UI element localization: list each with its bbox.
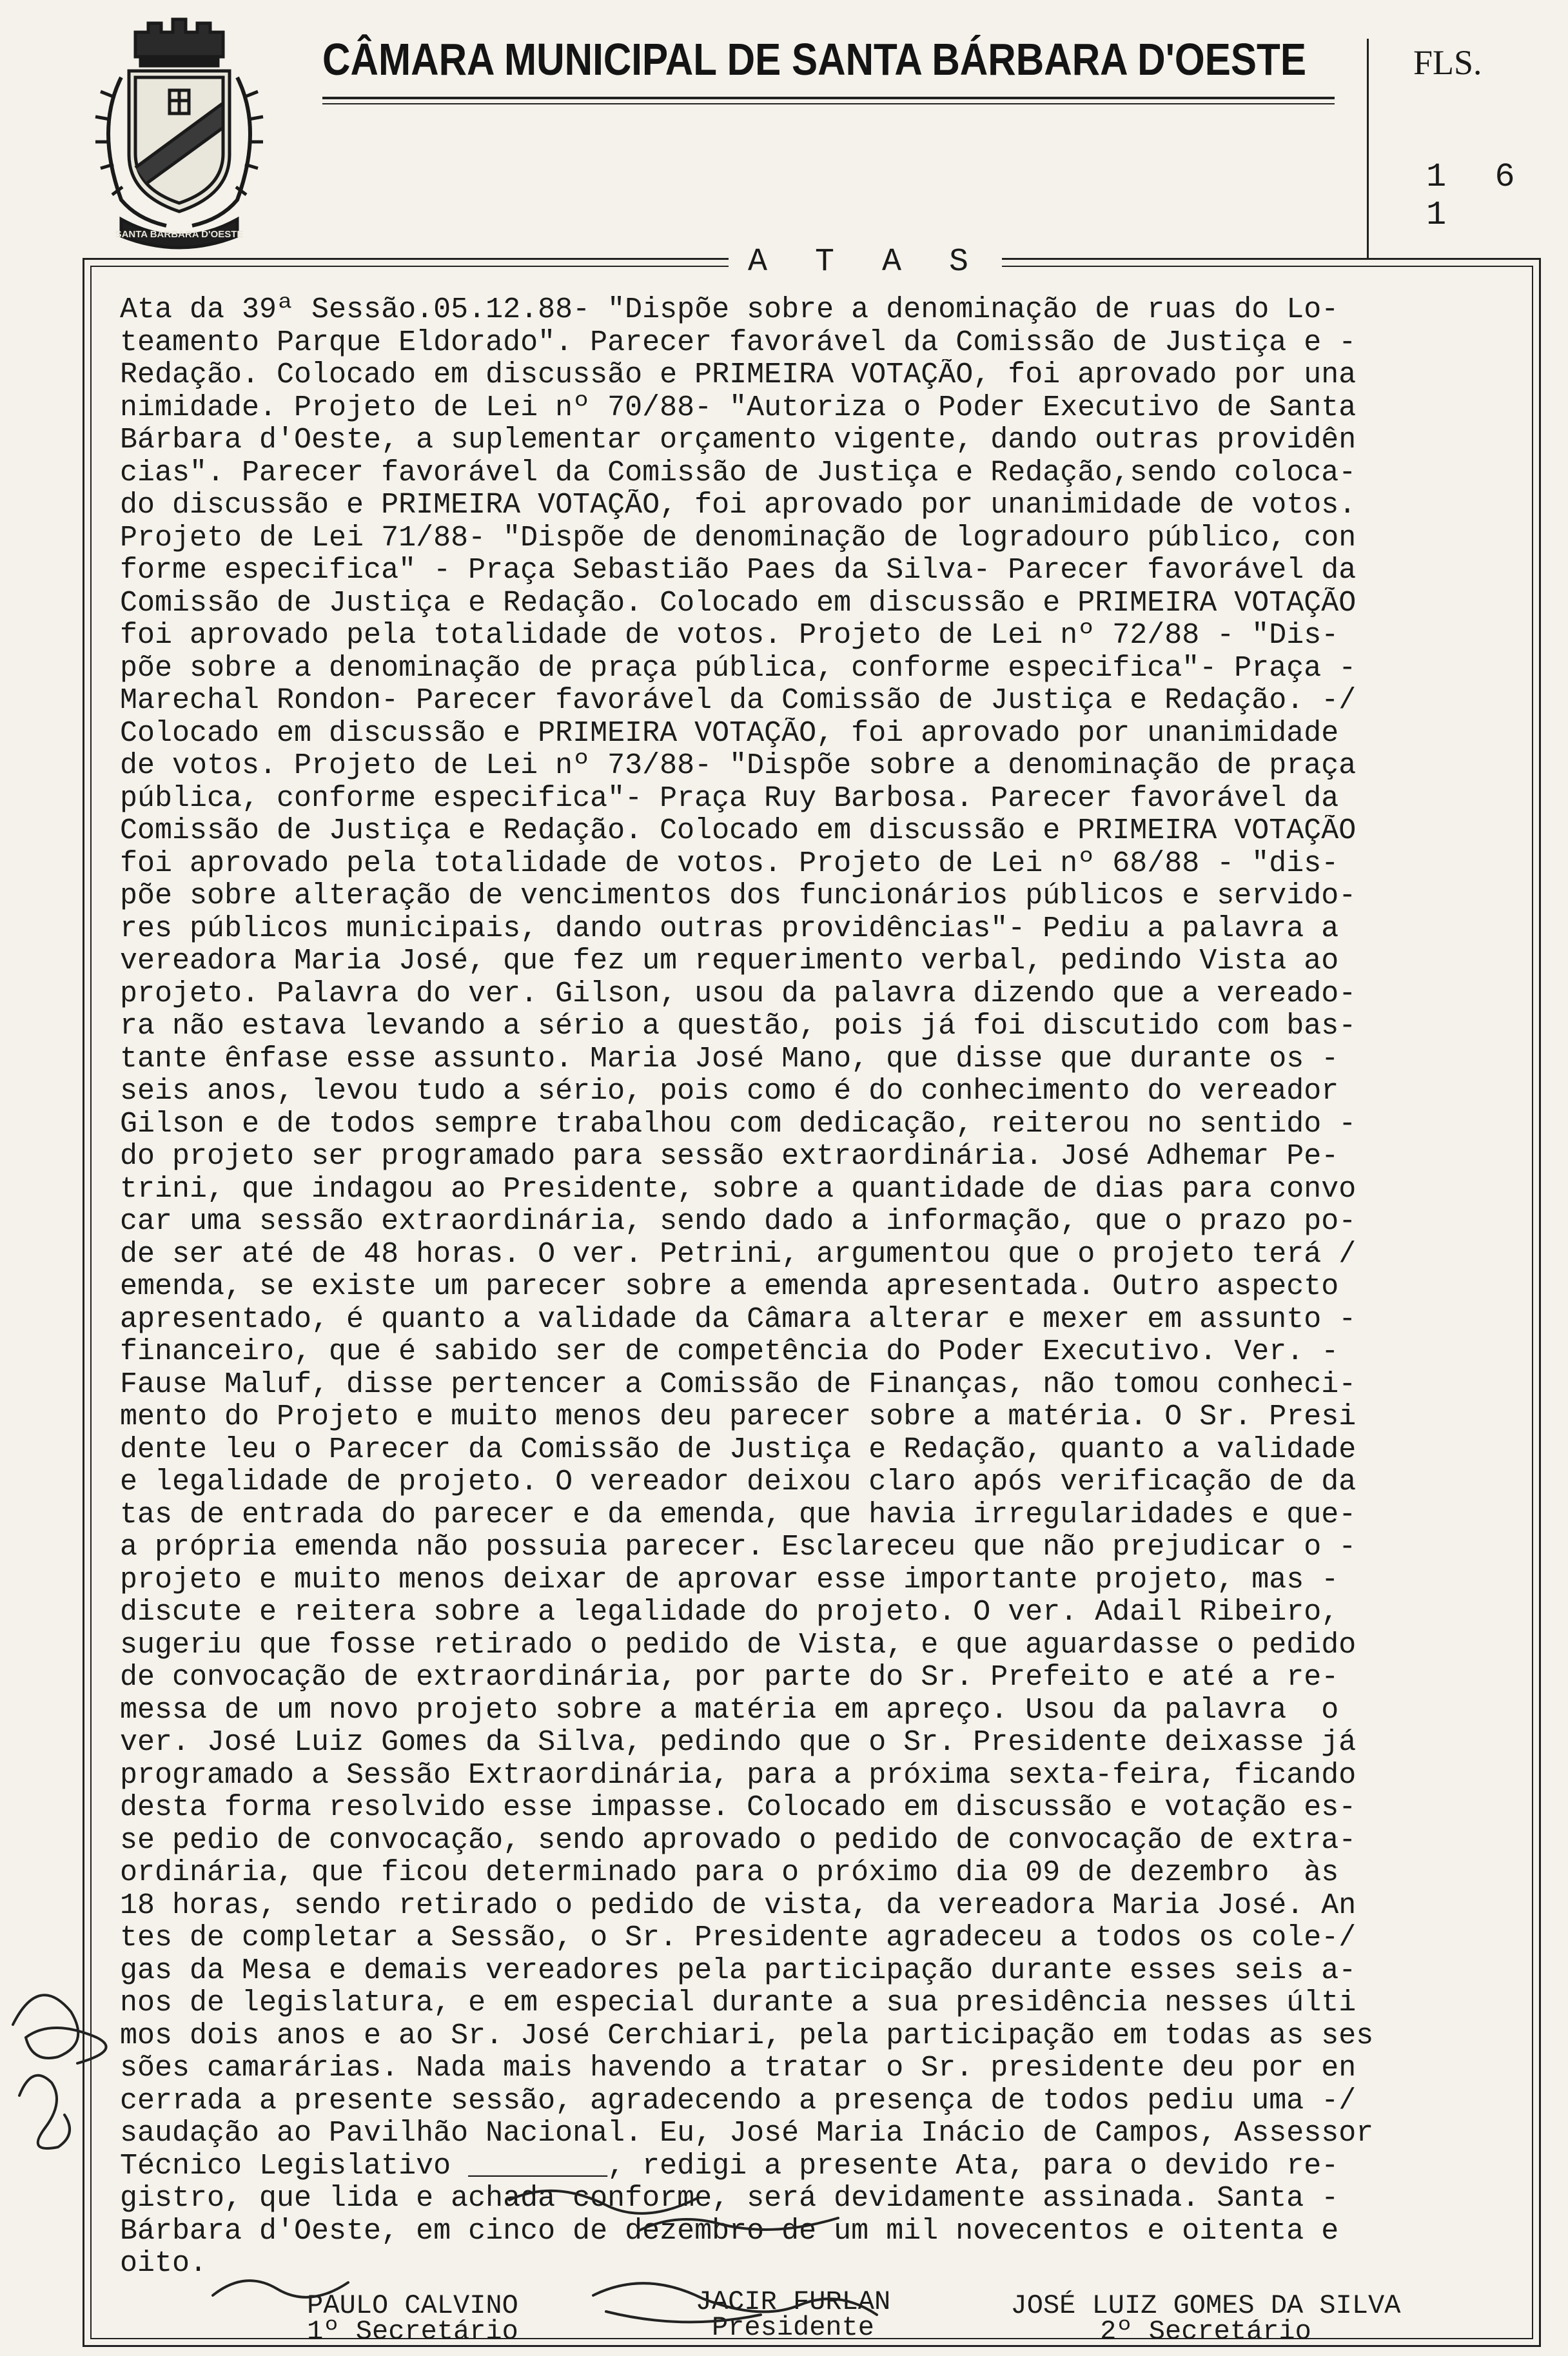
minutes-line: nimidade. Projeto de Lei nº 70/88- "Autoriza o Poder Executivo de Santa [120,391,1357,424]
minutes-line: mento do Projeto e muito menos deu parecer sobre a matéria. O Sr. Presi [120,1401,1357,1433]
minutes-line: cerrada a presente sessão, agradecendo a presença de todos pediu uma -/ [120,2085,1357,2117]
signature-role: 2º Secretário [1100,2316,1311,2347]
minutes-line: de convocação de extraordinária, por parte do Sr. Prefeito e até a re- [120,1662,1339,1694]
folio-label: FLS. [1413,43,1482,82]
minutes-line: seis anos, levou tudo a sério, pois como é do conhecimento do vereador [120,1075,1339,1108]
header-rule-secondary [322,103,1335,104]
section-title: A T A S [729,244,1002,280]
minutes-line: vereadora Maria José, que fez um requerimento verbal, pedindo Vista ao [120,945,1339,977]
minutes-line: ordinária, que ficou determinado para o próximo dia 09 de dezembro às [120,1857,1339,1889]
minutes-line: foi aprovado pela totalidade de votos. Projeto de Lei nº 68/88 - "dis- [120,847,1339,880]
minutes-line: põe sobre a denominação de praça pública, conforme especifica"- Praça - [120,652,1357,685]
minutes-line: car uma sessão extraordinária, sendo dado a informação, que o prazo po- [120,1206,1357,1238]
minutes-line: foi aprovado pela totalidade de votos. Projeto de Lei nº 72/88 - "Dis- [120,620,1339,652]
minutes-line: Projeto de Lei 71/88- "Dispõe de denominação de logradouro público, con [120,522,1357,555]
minutes-line: financeiro, que é sabido ser de competência do Poder Executivo. Ver. - [120,1336,1339,1368]
signature-name: JACIR FURLAN [695,2286,891,2317]
minutes-line: oito. [120,2248,208,2280]
minutes-line: tas de entrada do parecer e da emenda, que havia irregularidades e que- [120,1498,1357,1531]
signature-name: PAULO CALVINO [307,2290,518,2321]
minutes-line: Técnico Legislativo ________, redigi a presente Ata, para o devido re- [120,2150,1339,2183]
minutes-line: gistro, que lida e achada conforme, será devidamente assinada. Santa - [120,2183,1339,2215]
minutes-line: sugeriu que fosse retirado o pedido de Vista, e que aguardasse o pedido [120,1629,1357,1662]
minutes-line: projeto e muito menos deixar de aprovar esse importante projeto, mas - [120,1564,1339,1596]
minutes-line: saudação ao Pavilhão Nacional. Eu, José Maria Inácio de Campos, Assessor [120,2117,1374,2150]
minutes-line: nos de legislatura, e em especial durante a sua presidência nesses últi [120,1987,1357,2019]
minutes-line: a própria emenda não possuia parecer. Esclareceu que não prejudicar o - [120,1531,1357,1564]
minutes-line: sões camarárias. Nada mais havendo a tratar o Sr. presidente deu por en [120,2052,1357,2085]
minutes-line: res públicos municipais, dando outras providências"- Pediu a palavra a [120,912,1339,945]
minutes-line: de votos. Projeto de Lei nº 73/88- "Dispõe sobre a denominação de praça [120,750,1357,782]
folio-number: 1 6 1 [1426,158,1529,234]
signature-role: 1º Secretário [307,2316,518,2347]
minutes-line: põe sobre alteração de vencimentos dos funcionários públicos e servido- [120,880,1357,912]
minutes-line: discute e reitera sobre a legalidade do projeto. O ver. Adail Ribeiro, [120,1596,1339,1629]
minutes-line: Colocado em discussão e PRIMEIRA VOTAÇÃO, foi aprovado por unanimidade [120,717,1339,750]
minutes-line: Fause Maluf, disse pertencer a Comissão de Finanças, não tomou conheci- [120,1368,1357,1401]
minutes-line: Bárbara d'Oeste, em cinco de dezembro de um mil novecentos e oitenta e [120,2215,1339,2248]
crest-motto: SANTA BARBARA D'OESTE [115,229,244,240]
margin-initial-mark [19,2076,70,2148]
minutes-line: apresentado, é quanto a validade da Câmara alterar e mexer em assunto - [120,1303,1357,1336]
minutes-line: de ser até de 48 horas. O ver. Petrini, argumentou que o projeto terá / [120,1238,1357,1271]
minutes-line: cias". Parecer favorável da Comissão de Justiça e Redação,sendo coloca- [120,456,1357,489]
minutes-line: dente leu o Parecer da Comissão de Justiça e Redação, quanto a validade [120,1433,1357,1466]
folio-divider [1367,39,1369,258]
signature-second-secretary [961,2290,1451,2347]
signature-name: JOSÉ LUIZ GOMES DA SILVA [1010,2290,1401,2321]
municipal-crest-icon [76,6,282,251]
minutes-line: messa de um novo projeto sobre a matéria em apreço. Usou da palavra o [120,1694,1339,1727]
minutes-line: e legalidade de projeto. O vereador deixou claro após verificação de da [120,1466,1357,1498]
minutes-line: 18 horas, sendo retirado o pedido de vista, da vereadora Maria José. An [120,1889,1357,1922]
minutes-line: se pedio de convocação, sendo aprovado o pedido de convocação de extra- [120,1824,1357,1857]
minutes-line: tes de completar a Sessão, o Sr. Presidente agradeceu a todos os cole-/ [120,1922,1357,1954]
minutes-line: ver. José Luiz Gomes da Silva, pedindo que o Sr. Presidente deixasse já [120,1727,1357,1759]
minutes-line: Redação. Colocado em discussão e PRIMEIRA VOTAÇÃO, foi aprovado por una [120,359,1357,391]
minutes-line: projeto. Palavra do ver. Gilson, usou da palavra dizendo que a vereado- [120,977,1357,1010]
minutes-line: Marechal Rondon- Parecer favorável da Comissão de Justiça e Redação. -/ [120,685,1357,717]
minutes-line: Ata da 39ª Sessão.05.12.88- "Dispõe sobre a denominação de ruas do Lo- [120,294,1339,326]
minutes-line: do projeto ser programado para sessão extraordinária. José Adhemar Pe- [120,1141,1339,1173]
minutes-body [120,294,1525,2281]
minutes-line: Gilson e de todos sempre trabalhou com dedicação, reiterou no sentido - [120,1108,1357,1141]
minutes-line: do discussão e PRIMEIRA VOTAÇÃO, foi aprovado por unanimidade de votos. [120,489,1357,522]
minutes-line: trini, que indagou ao Presidente, sobre a quantidade de dias para convo [120,1173,1357,1206]
minutes-line: ra não estava levando a sério a questão, pois já foi discutido com bas- [120,1010,1357,1043]
minutes-line: Comissão de Justiça e Redação. Colocado em discussão e PRIMEIRA VOTAÇÃO [120,815,1357,847]
minutes-line: gas da Mesa e demais vereadores pela participação durante esses seis a- [120,1954,1357,1987]
minutes-line: programado a Sessão Extraordinária, para a próxima sexta-feira, ficando [120,1759,1357,1792]
minutes-line: Comissão de Justiça e Redação. Colocado em discussão e PRIMEIRA VOTAÇÃO [120,587,1357,620]
minutes-line: mos dois anos e ao Sr. José Cerchiari, pela participação em todas as ses [120,2019,1374,2052]
page-title: CÂMARA MUNICIPAL DE SANTA BÁRBARA D'OESTE [322,34,1306,84]
minutes-line: desta forma resolvido esse impasse. Colocado em discussão e votação es- [120,1792,1357,1824]
minutes-line: pública, conforme especifica"- Praça Ruy Barbosa. Parecer favorável da [120,782,1339,815]
minutes-line: Bárbara d'Oeste, a suplementar orçamento vigente, dando outras providên [120,424,1357,456]
signature-role: Presidente [711,2312,875,2343]
minutes-line: emenda, se existe um parecer sobre a emenda apresentada. Outro aspecto [120,1271,1339,1303]
header-rule [322,97,1335,99]
signature-president [651,2286,935,2343]
minutes-line: forme especifica" - Praça Sebastião Paes da Silva- Parecer favorável da [120,555,1357,587]
minutes-line: teamento Parque Eldorado". Parecer favorável da Comissão de Justiça e - [120,326,1357,359]
minutes-line: tante ênfase esse assunto. Maria José Mano, que disse que durante os - [120,1043,1339,1075]
signature-first-secretary [258,2290,567,2347]
